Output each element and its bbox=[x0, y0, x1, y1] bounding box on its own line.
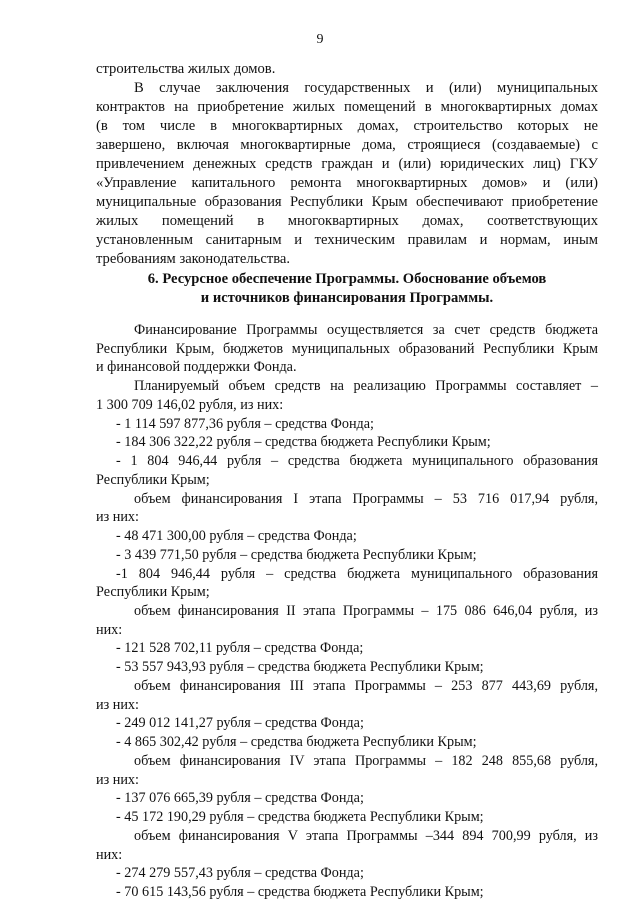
stage-line: объем финансирования II этапа Программы – 175 086 646,04 рубля, из bbox=[134, 603, 598, 619]
text-line: жилых помещений в многоквартирных домах, соответствующих bbox=[96, 213, 598, 229]
text-line: В случае заключения государственных и (или) муниципальных bbox=[134, 80, 598, 96]
list-item: - 4 865 302,42 рубля – средства бюджета Республики Крым; bbox=[116, 734, 477, 750]
list-item: - 121 528 702,11 рубля – средства Фонда; bbox=[116, 640, 364, 656]
list-item: - 249 012 141,27 рубля – средства Фонда; bbox=[116, 715, 364, 731]
list-item: -1 804 946,44 рубля – средства бюджета муниципального образования bbox=[116, 566, 598, 582]
stage-line: объем финансирования IV этапа Программы – 182 248 855,68 рубля, bbox=[134, 753, 598, 769]
text-line: «Управление капитального ремонта многоквартирных домов» и (или) bbox=[96, 175, 598, 191]
text-line: них: bbox=[96, 622, 123, 638]
text-line: привлечением денежных средств граждан и (или) юридических лиц) ГКУ bbox=[96, 156, 598, 172]
stage-line: объем финансирования I этапа Программы – 53 716 017,94 рубля, bbox=[134, 491, 598, 507]
text-line: завершено, включая многоквартирные дома, строящиеся (создаваемые) с bbox=[96, 137, 598, 153]
text-line: Планируемый объем средств на реализацию Программы составляет – bbox=[134, 378, 598, 394]
text-line: (в том числе в многоквартирных домах, строительство которых не bbox=[96, 118, 598, 134]
text-line: Республики Крым; bbox=[96, 584, 210, 600]
list-item: - 70 615 143,56 рубля – средства бюджета Республики Крым; bbox=[116, 884, 484, 900]
stage-line: объем финансирования III этапа Программы – 253 877 443,69 рубля, bbox=[134, 678, 598, 694]
text-line: и финансовой поддержки Фонда. bbox=[96, 359, 297, 375]
list-item: - 184 306 322,22 рубля – средства бюджета Республики Крым; bbox=[116, 434, 491, 450]
text-line: 1 300 709 146,02 рубля, из них: bbox=[96, 397, 284, 413]
list-item: - 3 439 771,50 рубля – средства бюджета Республики Крым; bbox=[116, 547, 477, 563]
text-line: из них: bbox=[96, 697, 139, 713]
page-number: 9 bbox=[316, 32, 324, 47]
list-item: - 53 557 943,93 рубля – средства бюджета Республики Крым; bbox=[116, 659, 484, 675]
text-line: Республики Крым; bbox=[96, 472, 210, 488]
text-line: них: bbox=[96, 847, 123, 863]
list-item: - 1 114 597 877,36 рубля – средства Фонда; bbox=[116, 416, 374, 432]
section-heading: и источников финансирования Программы. bbox=[200, 290, 494, 306]
text-line: Финансирование Программы осуществляется за счет средств бюджета bbox=[134, 322, 598, 338]
stage-line: объем финансирования V этапа Программы –344 894 700,99 рубля, из bbox=[134, 828, 598, 844]
text-line: установленным санитарным и техническим правилам и нормам, иным bbox=[96, 232, 598, 248]
text-line: Республики Крым, бюджетов муниципальных образований Республики Крым bbox=[96, 341, 598, 357]
text-line: требованиям законодательства. bbox=[96, 251, 291, 267]
text-line: строительства жилых домов. bbox=[96, 61, 276, 77]
text-line: муниципальные образования Республики Крым обеспечивают приобретение bbox=[96, 194, 598, 210]
text-line: из них: bbox=[96, 509, 139, 525]
list-item: - 48 471 300,00 рубля – средства Фонда; bbox=[116, 528, 357, 544]
text-line: из них: bbox=[96, 772, 139, 788]
section-heading: 6. Ресурсное обеспечение Программы. Обоснование объемов bbox=[147, 271, 547, 287]
list-item: - 274 279 557,43 рубля – средства Фонда; bbox=[116, 865, 364, 881]
list-item: - 1 804 946,44 рубля – средства бюджета муниципального образования bbox=[116, 453, 598, 469]
text-line: контрактов на приобретение жилых помещений в многоквартирных домах bbox=[96, 99, 598, 115]
list-item: - 137 076 665,39 рубля – средства Фонда; bbox=[116, 790, 364, 806]
list-item: - 45 172 190,29 рубля – средства бюджета Республики Крым; bbox=[116, 809, 484, 825]
